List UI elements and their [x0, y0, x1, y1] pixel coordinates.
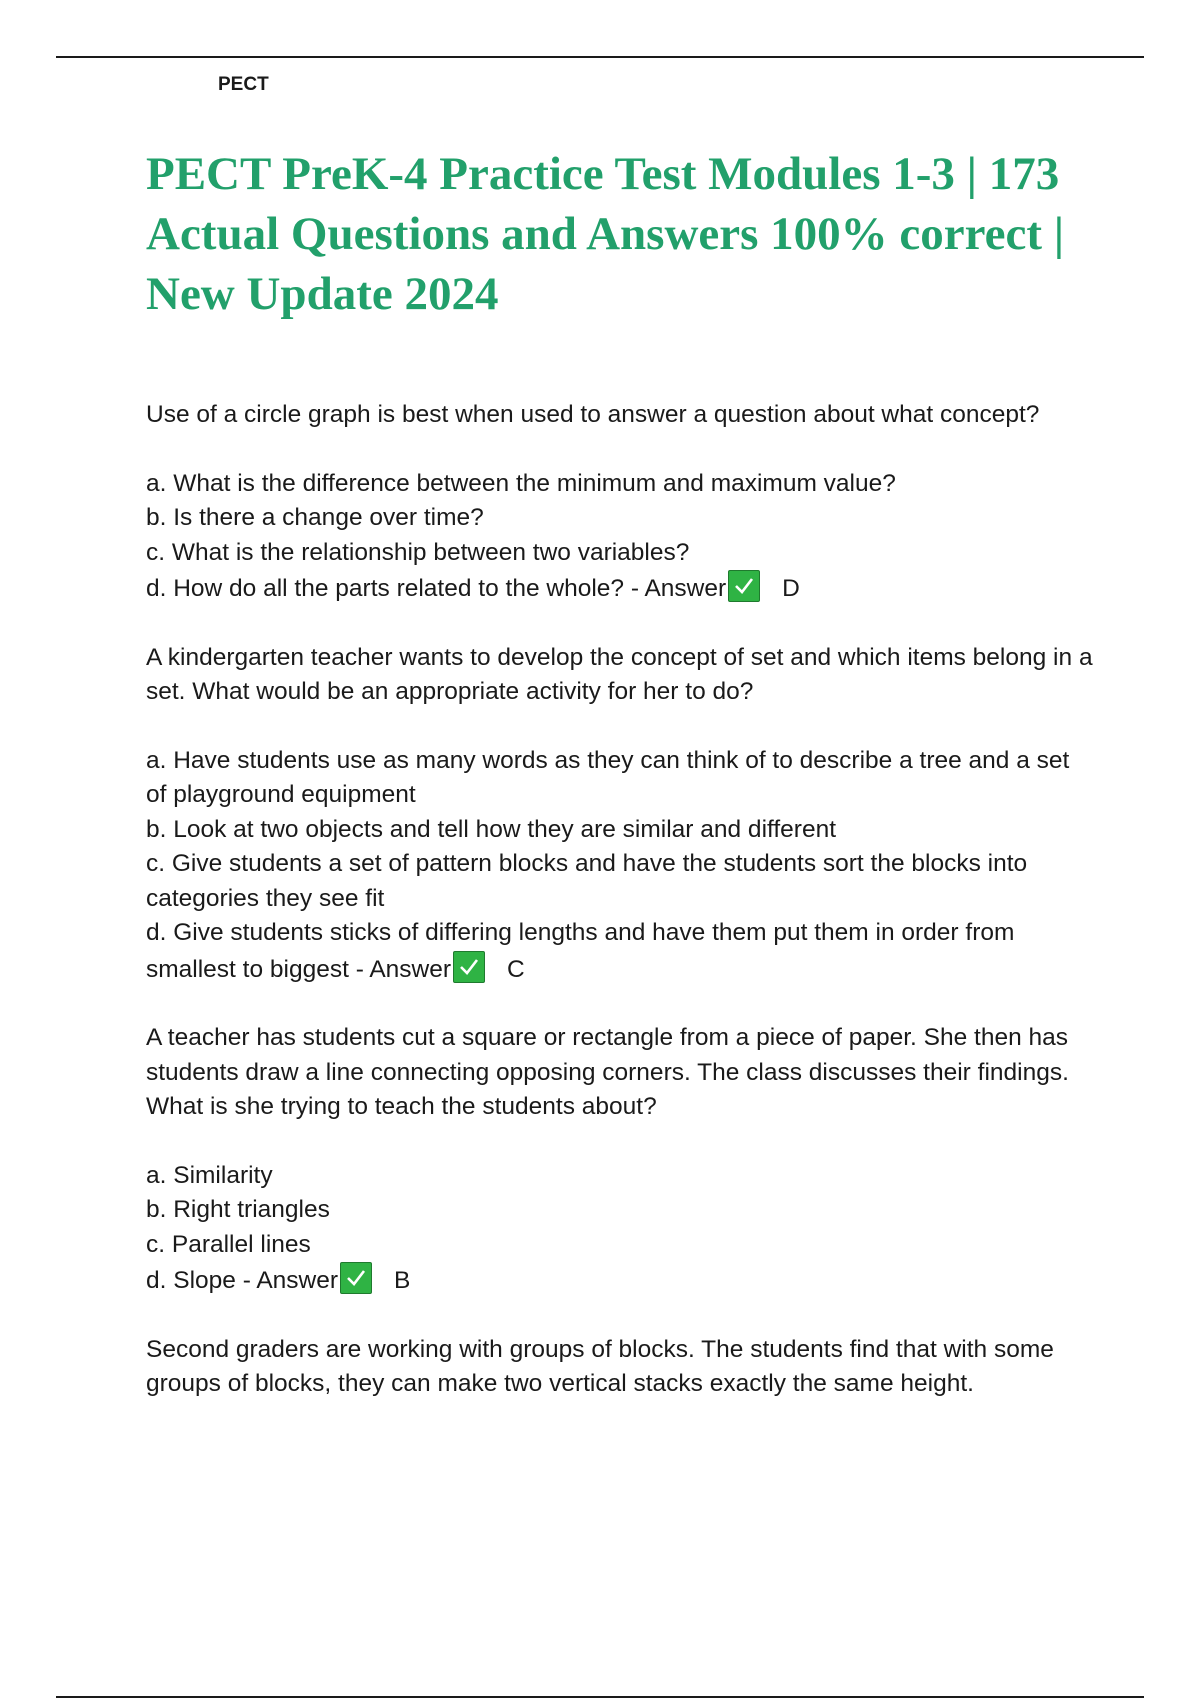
option-item: a. Have students use as many words as they can think of to describe a tree and a set of playground equipment: [146, 746, 1070, 808]
option-item: b. Right triangles: [146, 1196, 330, 1223]
option-item-with-answer: [146, 916, 1096, 987]
header-label: PECT: [218, 74, 269, 95]
option-text: d. How do all the parts related to the whole? - Answer: [146, 575, 727, 602]
option-item-with-answer: [146, 570, 1096, 607]
answer-letter: B: [394, 1267, 411, 1294]
footer-rule: [56, 1696, 1144, 1698]
document-body: [146, 140, 1096, 1436]
check-mark-icon: [728, 570, 760, 602]
option-list: [146, 744, 1096, 988]
option-item: c. Give students a set of pattern blocks and have the students sort the blocks into categories they see fit: [146, 850, 1028, 912]
question-block: [146, 398, 1096, 607]
answer-letter: C: [507, 955, 525, 983]
answer-letter: D: [782, 575, 800, 602]
option-list: [146, 467, 1096, 607]
option-item: a. Similarity: [146, 1161, 273, 1189]
option-item-with-answer: [146, 1262, 1096, 1299]
option-text: d. Slope - Answer: [146, 1267, 339, 1294]
question-text: A kindergarten teacher wants to develop the concept of set and which items belong in a set. What would be an appropriate activity for her to do?: [146, 643, 1093, 705]
question-text: Use of a circle graph is best when used to answer a question about what concept?: [146, 401, 1040, 428]
option-item: b. Is there a change over time?: [146, 504, 484, 531]
document-title: PECT PreK-4 Practice Test Modules 1-3 | 173 Actual Questions and Answers 100% correct | New Update 2024: [146, 148, 1065, 320]
question-block: [146, 1021, 1096, 1299]
header-rule: [56, 56, 1144, 58]
question-block: [146, 641, 1096, 988]
question-text: Second graders are working with groups of blocks. The students find that with some groups of blocks, they can make two vertical stacks exactly the same height.: [146, 1335, 1054, 1397]
check-mark-icon: [453, 951, 485, 983]
option-list: [146, 1159, 1096, 1299]
option-item: c. What is the relationship between two variables?: [146, 538, 690, 566]
check-mark-icon: [340, 1262, 372, 1294]
option-item: b. Look at two objects and tell how they are similar and different: [146, 815, 837, 843]
option-item: c. Parallel lines: [146, 1230, 311, 1258]
option-text: d. Give students sticks of differing lengths and have them put them in order from smallest to biggest - Answer: [146, 919, 1015, 983]
option-item: a. What is the difference between the minimum and maximum value?: [146, 469, 896, 497]
question-text: A teacher has students cut a square or rectangle from a piece of paper. She then has students draw a line connecting opposing corners. The class discusses their findings. What is she trying to teach the students about?: [146, 1024, 1069, 1120]
question-block: [146, 1333, 1096, 1402]
